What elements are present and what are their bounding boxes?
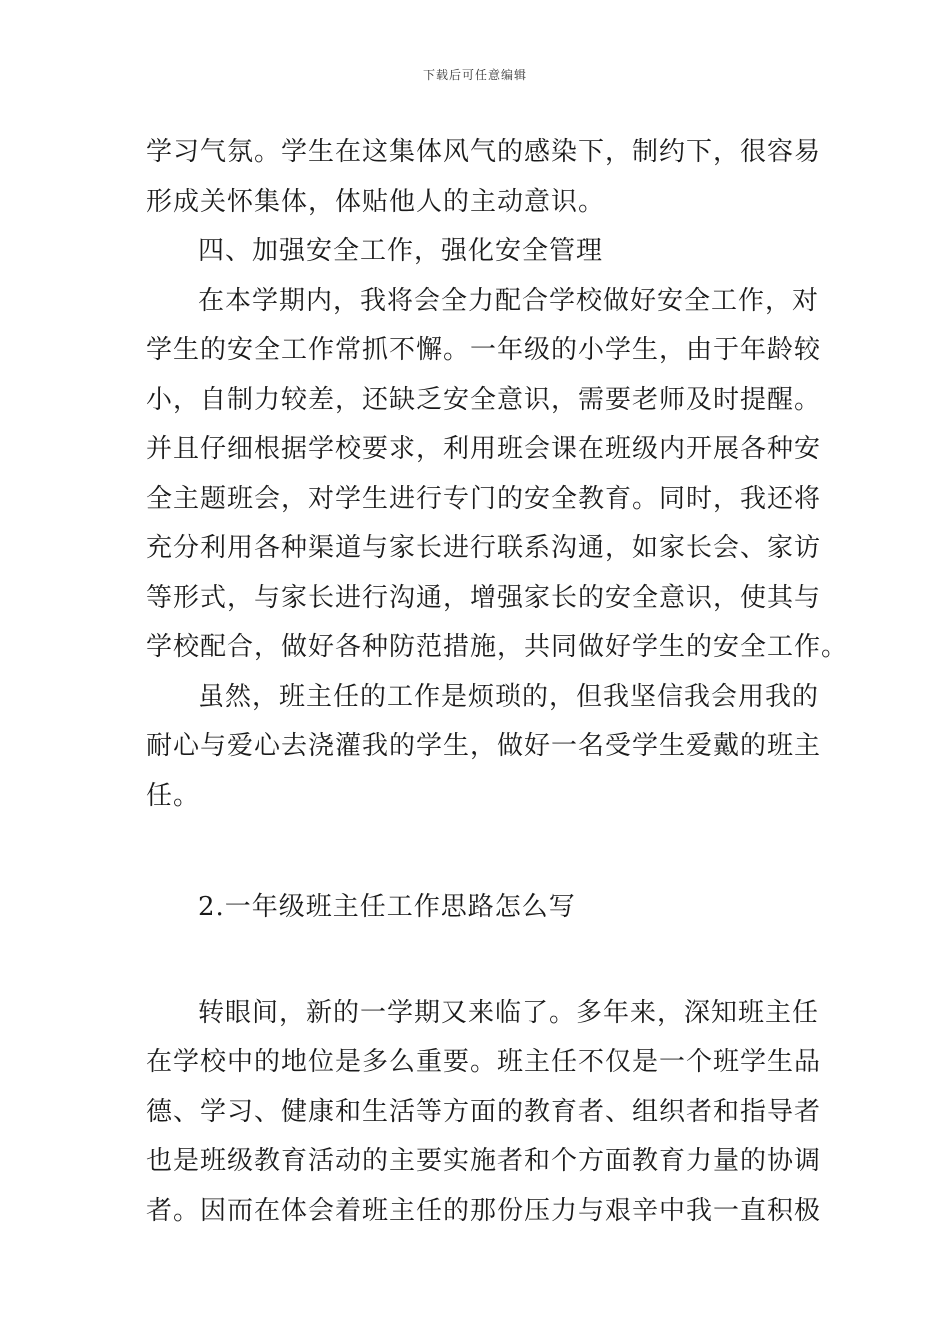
body-line: 也是班级教育活动的主要实施者和个方面教育力量的协调 <box>146 1146 822 1176</box>
body-line: 转眼间，新的一学期又来临了。多年来，深知班主任 <box>198 997 820 1028</box>
body-line: 形成关怀集体，体贴他人的主动意识。 <box>146 186 606 217</box>
body-line: 等形式，与家长进行沟通，增强家长的安全意识，使其与 <box>146 582 822 613</box>
body-line: 学生的安全工作常抓不懈。一年级的小学生，由于年龄较 <box>146 335 822 365</box>
body-line: 虽然，班主任的工作是烦琐的，但我坚信我会用我的 <box>198 681 820 712</box>
spacer <box>146 821 810 883</box>
section-title: 2.一年级班主任工作思路怎么写 <box>198 892 576 922</box>
body-line: 学习气氛。学生在这集体风气的感染下，制约下，很容易 <box>146 137 822 167</box>
body-line: 充分利用各种渠道与家长进行联系沟通，如家长会、家访 <box>146 533 822 563</box>
body-line: 耐心与爱心去浇灌我的学生，做好一名受学生爱戴的班主 <box>146 731 822 761</box>
body-line: 并且仔细根据学校要求，利用班会课在班级内开展各种安 <box>146 434 822 464</box>
page-header-note: 下载后可任意编辑 <box>422 68 527 82</box>
body-line: 者。因而在体会着班主任的那份压力与艰辛中我一直积极 <box>146 1195 822 1226</box>
body-line: 在本学期内，我将会全力配合学校做好安全工作，对 <box>198 285 820 316</box>
section-heading-safety: 四、加强安全工作，强化安全管理 <box>198 236 604 266</box>
body-line: 德、学习、健康和生活等方面的教育者、组织者和指导者 <box>146 1096 822 1127</box>
body-line: 全主题班会，对学生进行专门的安全教育。同时，我还将 <box>146 483 822 514</box>
spacer <box>146 933 810 989</box>
body-line: 小，自制力较差，还缺乏安全意识，需要老师及时提醒。 <box>146 384 822 415</box>
body-line: 任。 <box>146 780 201 811</box>
body-line: 学校配合，做好各种防范措施，共同做好学生的安全工作。 <box>146 632 849 662</box>
document-body <box>146 128 849 1236</box>
body-line: 在学校中的地位是多么重要。班主任不仅是一个班学生品 <box>146 1047 822 1077</box>
